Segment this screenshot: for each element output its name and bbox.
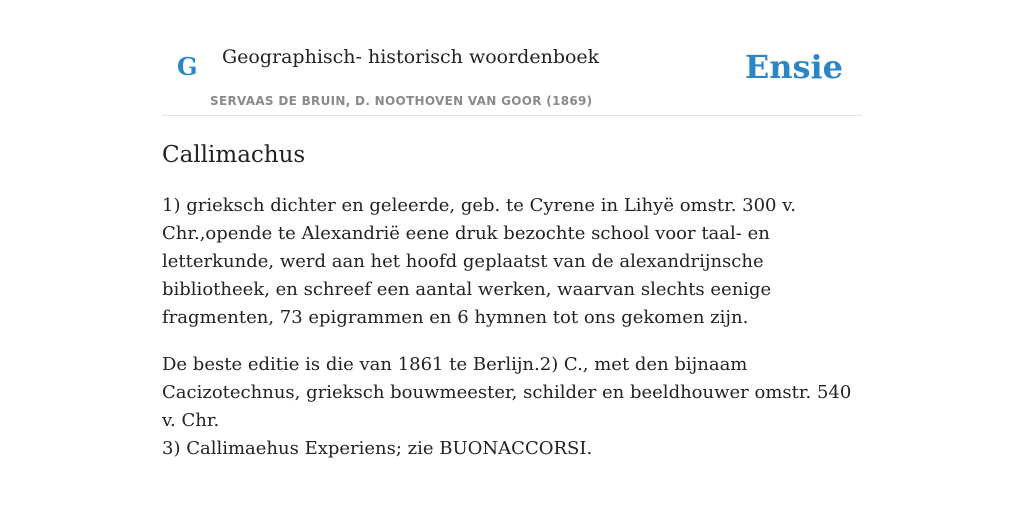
- entry-paragraph-line: De beste editie is die van 1861 te Berlijn.2) C., met den bijnaam Cacizotechnus, grieksch bouwmeester, schilder en beeldhouwer omstr. 540 v. Chr.: [162, 354, 852, 431]
- entry-title: Callimachus: [162, 142, 306, 168]
- book-title-link[interactable]: Geographisch- historisch woordenboek: [222, 46, 600, 68]
- book-authors: SERVAAS DE BRUIN, D. NOOTHOVEN VAN GOOR (1869): [210, 94, 593, 108]
- book-header: [162, 0, 862, 116]
- entry-paragraph: [162, 351, 862, 463]
- entry-paragraph-line: 3) Callimaehus Experiens; zie BUONACCORSI.: [162, 438, 593, 459]
- page-container: [162, 0, 862, 459]
- entry-paragraph: 1) grieksch dichter en geleerde, geb. te Cyrene in Lihyë omstr. 300 v. Chr.,opende te Alexandrië eene druk bezochte school voor taal- en letterkunde, werd aan het hoofd geplaatst van de alexandrijnsche bibliotheek, en schreef een aantal werken, waarvan slechts eenige fragmenten, 73 epigrammen en 6 hymnen tot ons gekomen zijn.: [162, 195, 796, 328]
- site-logo[interactable]: Ensie: [744, 48, 843, 86]
- book-logo[interactable]: G: [177, 52, 198, 81]
- entry-body: [162, 192, 862, 482]
